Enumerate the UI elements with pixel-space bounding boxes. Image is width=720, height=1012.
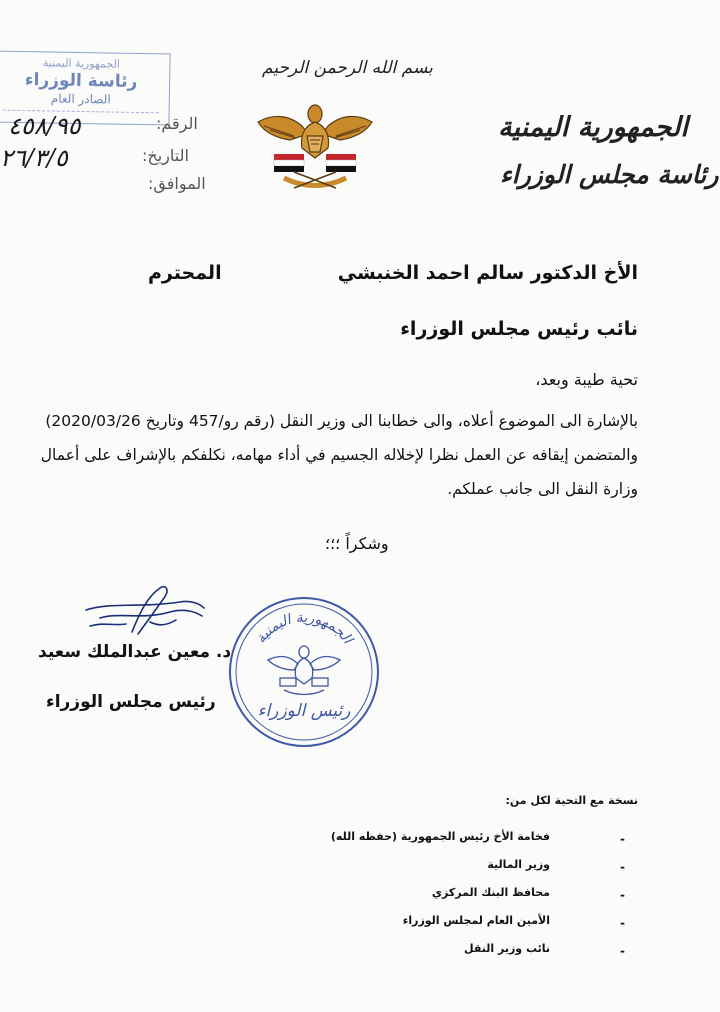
handwritten-signature — [80, 582, 210, 642]
signer-title: رئيس مجلس الوزراء — [46, 692, 216, 712]
country-name: الجمهورية اليمنية — [498, 112, 688, 143]
copy-recipient: فخامة الأخ رئيس الجمهورية (حفظه الله) — [330, 830, 550, 843]
office-name: رئاسة مجلس الوزراء — [500, 160, 719, 189]
reference-date: ٢٦/٣/٥ — [0, 144, 68, 172]
closing-thanks: وشكراً ؛؛؛ — [325, 534, 389, 553]
signer-name: د. معين عبدالملك سعيد — [38, 642, 232, 662]
bullet-dash: - — [620, 888, 625, 902]
bullet-dash: - — [620, 832, 625, 846]
yemen-eagle-emblem — [254, 92, 376, 198]
number-label: الرقم: — [156, 114, 198, 133]
seal-bottom-text: رئيس الوزراء — [257, 701, 351, 721]
recipient-name: الأخ الدكتور سالم احمد الخنبشي — [337, 262, 638, 284]
paragraph-line: والمتضمن إيقافه عن العمل نظرا لإخلاله الجسيم في أداء مهامه، نكلفكم بالإشراف على أعمال — [40, 446, 638, 464]
bullet-dash: - — [620, 860, 625, 874]
bullet-dash: - — [620, 916, 625, 930]
recipient-title: نائب رئيس مجلس الوزراء — [400, 318, 638, 340]
corresponding-label: الموافق: — [148, 174, 206, 193]
stamp-line-3: الصادر العام — [50, 91, 111, 107]
paragraph-line: بالإشارة الى الموضوع أعلاه، والى خطابنا الى وزير النقل (رقم رو/457 وتاريخ 2020/03/26) — [45, 412, 638, 430]
stamp-line-1: الجمهورية اليمنية — [42, 56, 121, 71]
copy-recipient: الأمين العام لمجلس الوزراء — [402, 914, 550, 927]
honorific: المحترم — [148, 262, 222, 284]
official-seal — [224, 592, 384, 752]
paragraph-line: وزارة النقل الى جانب عملكم. — [447, 480, 638, 498]
greeting: تحية طيبة وبعد، — [535, 370, 638, 389]
copies-heading: نسخة مع التحية لكل من: — [505, 794, 638, 807]
stamp-line-2: رئاسة الوزراء — [24, 70, 138, 92]
date-label: التاريخ: — [142, 146, 189, 165]
reference-number: ٤٥٨/٩٥ — [8, 112, 81, 140]
svg-text:الجمهورية اليمنية — [253, 610, 357, 648]
copy-recipient: نائب وزير النقل — [464, 942, 550, 955]
copy-recipient: وزير المالية — [487, 858, 550, 871]
bullet-dash: - — [620, 944, 625, 958]
basmala: بسم الله الرحمن الرحيم — [262, 58, 433, 78]
copy-recipient: محافظ البنك المركزي — [431, 886, 550, 899]
seal-top-text: الجمهورية اليمنية — [252, 609, 356, 647]
